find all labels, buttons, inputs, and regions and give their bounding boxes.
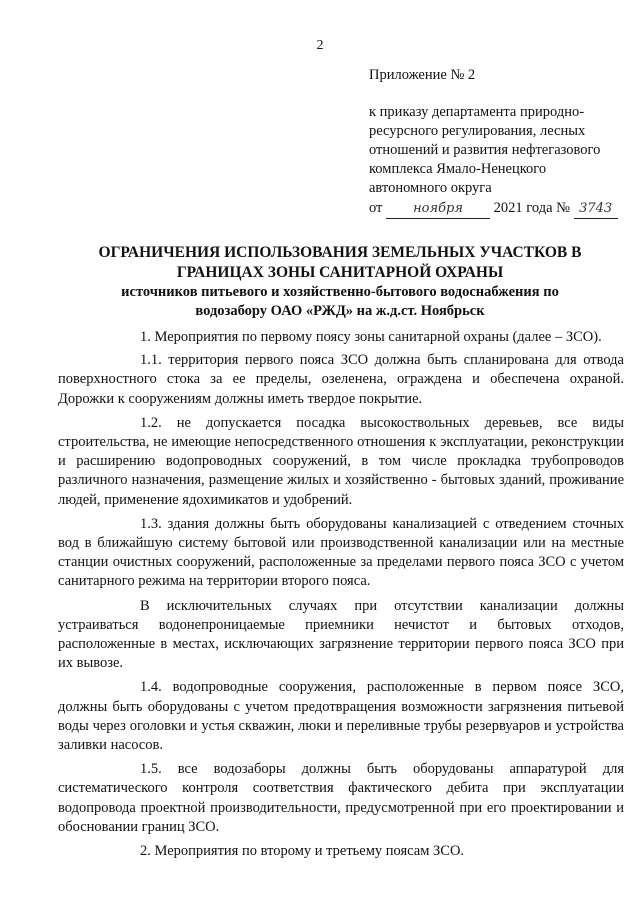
appendix-title: Приложение № 2: [369, 67, 476, 83]
title-line: источников питьевого и хозяйственно-бытового водоснабжения по: [121, 284, 559, 300]
appendix-line: отношений и развития нефтегазового: [369, 142, 601, 158]
from-label: от: [369, 200, 383, 216]
paragraph: 1.2. не допускается посадка высокоствольных деревьев, все виды строительства, не имеющие непосредственного отношения к эксплуатации, реконструкции и расширению водопроводных сооружений, в том числе прокладка трубопроводов различного назначения, размещение жилых и хозяйственно - бытовых зданий, проживание людей, применение ядохимикатов и удобрений.: [58, 414, 624, 508]
paragraph: 1.3. здания должны быть оборудованы канализацией с отведением сточных вод в ближайшую систему бытовой или производственной канализации или на местные станции очистных сооружений, расположенные за пределами первого пояса ЗСО с учетом санитарного режима на территории второго пояса.: [58, 515, 624, 590]
paragraph: 2. Мероприятия по второму и третьему поясам ЗСО.: [140, 843, 465, 860]
year-label: 2021 года №: [493, 200, 570, 216]
order-date-row: [369, 199, 619, 219]
paragraph: 1.1. территория первого пояса ЗСО должна быть спланирована для отвода поверхностного стока за ее пределы, озеленена, ограждена и обеспечена охраной. Дорожки к сооружениям должны иметь твердое покрытие.: [58, 352, 624, 407]
page-number: 2: [316, 38, 324, 53]
appendix-block: [369, 66, 619, 219]
title-line: водозабору ОАО «РЖД» на ж.д.ст. Ноябрьск: [195, 303, 485, 319]
document-body: [58, 328, 624, 866]
paragraph: 1.5. все водозаборы должны быть оборудованы аппаратурой для систематического контроля соответствия фактического дебита при эксплуатации водопровода проектной производительности, предусмотренной при его проектировании и обосновании границ ЗСО.: [58, 761, 624, 835]
document-title: [80, 243, 600, 321]
appendix-line: к приказу департамента природно-: [369, 104, 585, 120]
appendix-line: комплекса Ямало-Ненецкого: [369, 161, 547, 177]
paragraph: В исключительных случаях при отсутствии канализации должны устраиваться водонепроницаемые приемники нечистот и бытовых отходов, расположенные в местах, исключающих загрязнение территории первого пояса ЗСО при их вывозе.: [58, 597, 624, 672]
appendix-line: автономного округа: [369, 180, 492, 196]
title-line: ГРАНИЦАХ ЗОНЫ САНИТАРНОЙ ОХРАНЫ: [176, 264, 504, 281]
handwritten-order-number: 3743: [574, 199, 618, 219]
appendix-line: ресурсного регулирования, лесных: [369, 123, 586, 139]
handwritten-date: ноября: [386, 199, 490, 219]
paragraph: 1.4. водопроводные сооружения, расположенные в первом поясе ЗСО, должны быть оборудованы с учетом предотвращения возможности загрязнения питьевой воды через оголовки и устья скважин, люки и переливные трубы резервуаров и устройства заливки насосов.: [58, 679, 624, 754]
title-line: ОГРАНИЧЕНИЯ ИСПОЛЬЗОВАНИЯ ЗЕМЕЛЬНЫХ УЧАСТКОВ В: [98, 244, 582, 261]
paragraph: 1. Мероприятия по первому поясу зоны санитарной охраны (далее – ЗСО).: [140, 329, 602, 345]
